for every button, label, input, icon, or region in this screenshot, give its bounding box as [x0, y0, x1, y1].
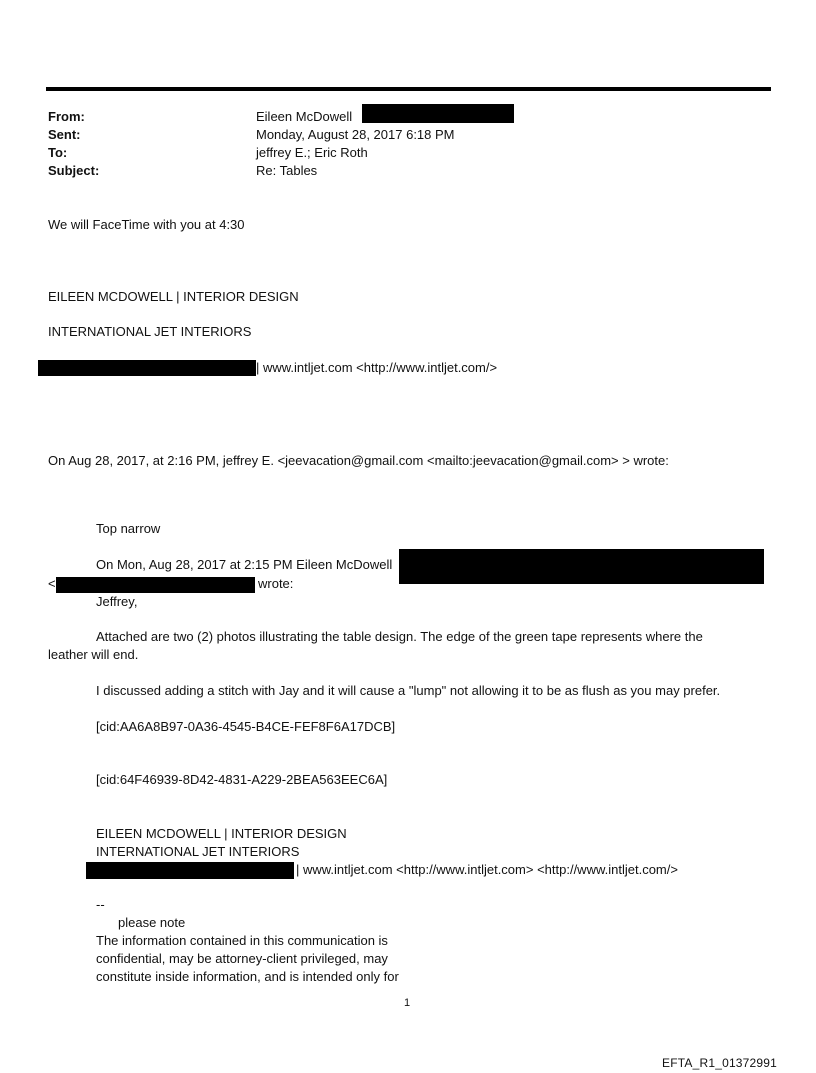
signature-website: | www.intljet.com <http://www.intljet.com> <http://www.intljet.com/>	[296, 862, 678, 877]
redaction-box	[362, 104, 514, 123]
signature-name: EILEEN MCDOWELL | INTERIOR DESIGN	[96, 826, 347, 841]
sent-value: Monday, August 28, 2017 6:18 PM	[256, 127, 455, 142]
signature-company: INTERNATIONAL JET INTERIORS	[96, 844, 300, 859]
salutation: Jeffrey,	[96, 594, 138, 609]
from-label: From:	[48, 109, 85, 124]
separator-dashes: --	[96, 897, 105, 912]
document-id: EFTA_R1_01372991	[662, 1056, 778, 1070]
signature-company: INTERNATIONAL JET INTERIORS	[48, 324, 252, 339]
to-label: To:	[48, 145, 68, 160]
note-line: The information contained in this communication is	[96, 933, 388, 948]
inner-quote-lt: <	[48, 576, 56, 591]
signature-name: EILEEN MCDOWELL | INTERIOR DESIGN	[48, 289, 299, 304]
note-line: confidential, may be attorney-client privileged, may	[96, 951, 388, 966]
paragraph-line: Attached are two (2) photos illustrating the table design. The edge of the green tape represents where the	[96, 629, 703, 644]
page-number: 1	[404, 997, 411, 1009]
inner-quote-header: On Mon, Aug 28, 2017 at 2:15 PM Eileen McDowell	[96, 557, 393, 572]
subject-label: Subject:	[48, 163, 100, 178]
inner-quote-wrote: wrote:	[258, 576, 294, 591]
paragraph: I discussed adding a stitch with Jay and it will cause a "lump" not allowing it to be as flush as you may prefer.	[96, 683, 721, 698]
reply-text: Top narrow	[96, 521, 161, 536]
paragraph-line: leather will end.	[48, 647, 139, 662]
attachment-cid: [cid:AA6A8B97-0A36-4545-B4CE-FEF8F6A17DCB]	[96, 719, 396, 734]
subject-value: Re: Tables	[256, 163, 318, 178]
note-line: constitute inside information, and is intended only for	[96, 969, 399, 984]
note-title: please note	[118, 915, 186, 930]
attachment-cid: [cid:64F46939-8D42-4831-A229-2BEA563EEC6A]	[96, 772, 388, 787]
redaction-box	[56, 577, 255, 593]
header-rule	[46, 87, 771, 91]
message-line: We will FaceTime with you at 4:30	[48, 217, 245, 232]
redaction-box	[399, 549, 764, 584]
redaction-box	[86, 862, 294, 879]
signature-website: | www.intljet.com <http://www.intljet.com/>	[256, 360, 498, 375]
quote-header: On Aug 28, 2017, at 2:16 PM, jeffrey E. <jeevacation@gmail.com <mailto:jeevacation@gmail.com> > wrote:	[48, 453, 669, 468]
sent-label: Sent:	[48, 127, 81, 142]
from-value: Eileen McDowell	[256, 109, 353, 124]
to-value: jeffrey E.; Eric Roth	[256, 145, 368, 160]
redaction-box	[38, 360, 256, 376]
